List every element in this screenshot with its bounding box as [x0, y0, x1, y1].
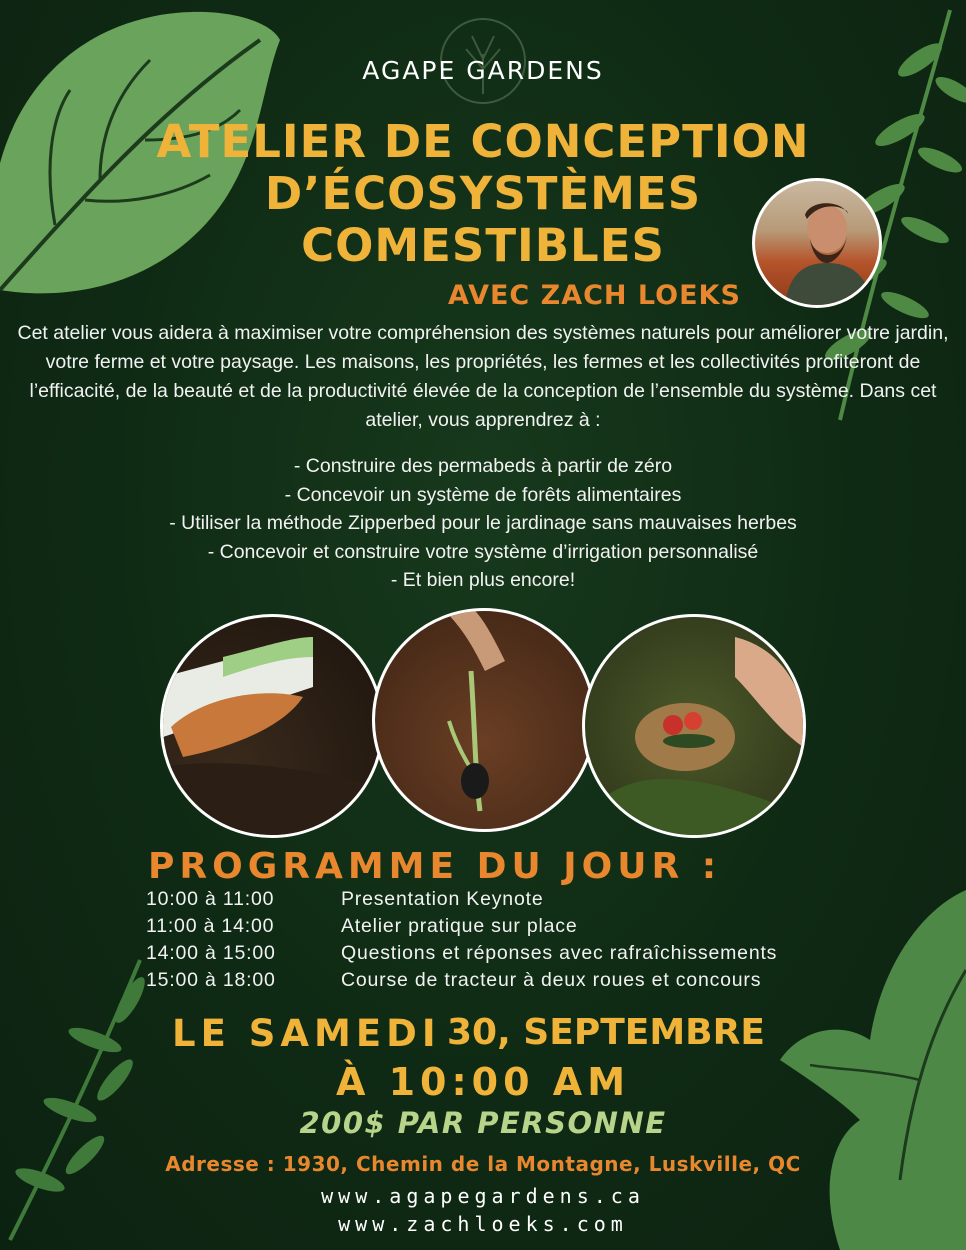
title-line-3: COMESTIBLES — [301, 219, 665, 272]
website-link-agape[interactable]: www.agapegardens.ca — [321, 1184, 645, 1208]
subtitle: AVEC ZACH LOEKS — [448, 280, 741, 311]
list-item: - Construire des permabeds à partir de zéro — [293, 455, 673, 477]
brand-name: AGAPE GARDENS — [362, 56, 604, 85]
harvest-photo — [582, 614, 806, 838]
list-item: - Et bien plus encore! — [390, 569, 576, 591]
schedule-activity: Questions et réponses avec rafraîchissements — [341, 942, 778, 964]
schedule-activity: Presentation Keynote — [341, 888, 544, 910]
basket-icon — [585, 617, 803, 835]
schedule-row — [146, 888, 866, 915]
presenter-portrait — [752, 178, 882, 308]
event-price: 200$ PAR PERSONNE — [299, 1106, 667, 1140]
event-day: LE SAMEDI — [172, 1012, 441, 1055]
schedule-activity: Atelier pratique sur place — [341, 915, 578, 937]
schedule-time: 14:00 à 15:00 — [146, 942, 276, 964]
schedule-row — [146, 942, 866, 969]
planting-photo — [372, 608, 596, 832]
program-title: PROGRAMME DU JOUR : — [148, 846, 722, 887]
schedule-time: 11:00 à 14:00 — [146, 915, 275, 937]
learning-list — [0, 452, 966, 595]
seedling-icon — [375, 611, 593, 829]
schedule-row — [146, 969, 866, 996]
event-address: Adresse : 1930, Chemin de la Montagne, Luskville, QC — [165, 1152, 801, 1176]
title-line-1: ATELIER DE CONCEPTION — [156, 115, 810, 168]
event-date: 30, SEPTEMBRE — [447, 1012, 765, 1053]
list-item: - Utiliser la méthode Zipperbed pour le jardinage sans mauvaises herbes — [169, 512, 797, 534]
schedule-time: 15:00 à 18:00 — [146, 969, 276, 991]
schedule-time: 10:00 à 11:00 — [146, 888, 275, 910]
schedule-row — [146, 915, 866, 942]
list-item: - Concevoir et construire votre système d’irrigation personnalisé — [207, 540, 759, 563]
schedule-activity: Course de tracteur à deux roues et concours — [341, 969, 762, 991]
list-item: - Concevoir un système de forêts alimentaires — [284, 483, 682, 506]
seeds-photo — [160, 614, 384, 838]
title-line-2: D’ÉCOSYSTÈMES — [264, 167, 702, 220]
person-silhouette-icon — [755, 181, 879, 305]
seed-packet-icon — [163, 617, 381, 835]
schedule-table — [146, 888, 866, 996]
intro-paragraph: Cet atelier vous aidera à maximiser votre compréhension des systèmes naturels pour améliorer votre jardin, votre ferme et votre paysage. Les maisons, les propriétés, les fermes et les collectivités profiteront de l’efficacité, de la beauté et de la productivité élevée de la conception de l’ensemble du système. Dans cet atelier, vous apprendrez à : — [17, 322, 949, 431]
website-link-zachloeks[interactable]: www.zachloeks.com — [338, 1212, 628, 1236]
event-time: À 10:00 AM — [335, 1060, 631, 1104]
